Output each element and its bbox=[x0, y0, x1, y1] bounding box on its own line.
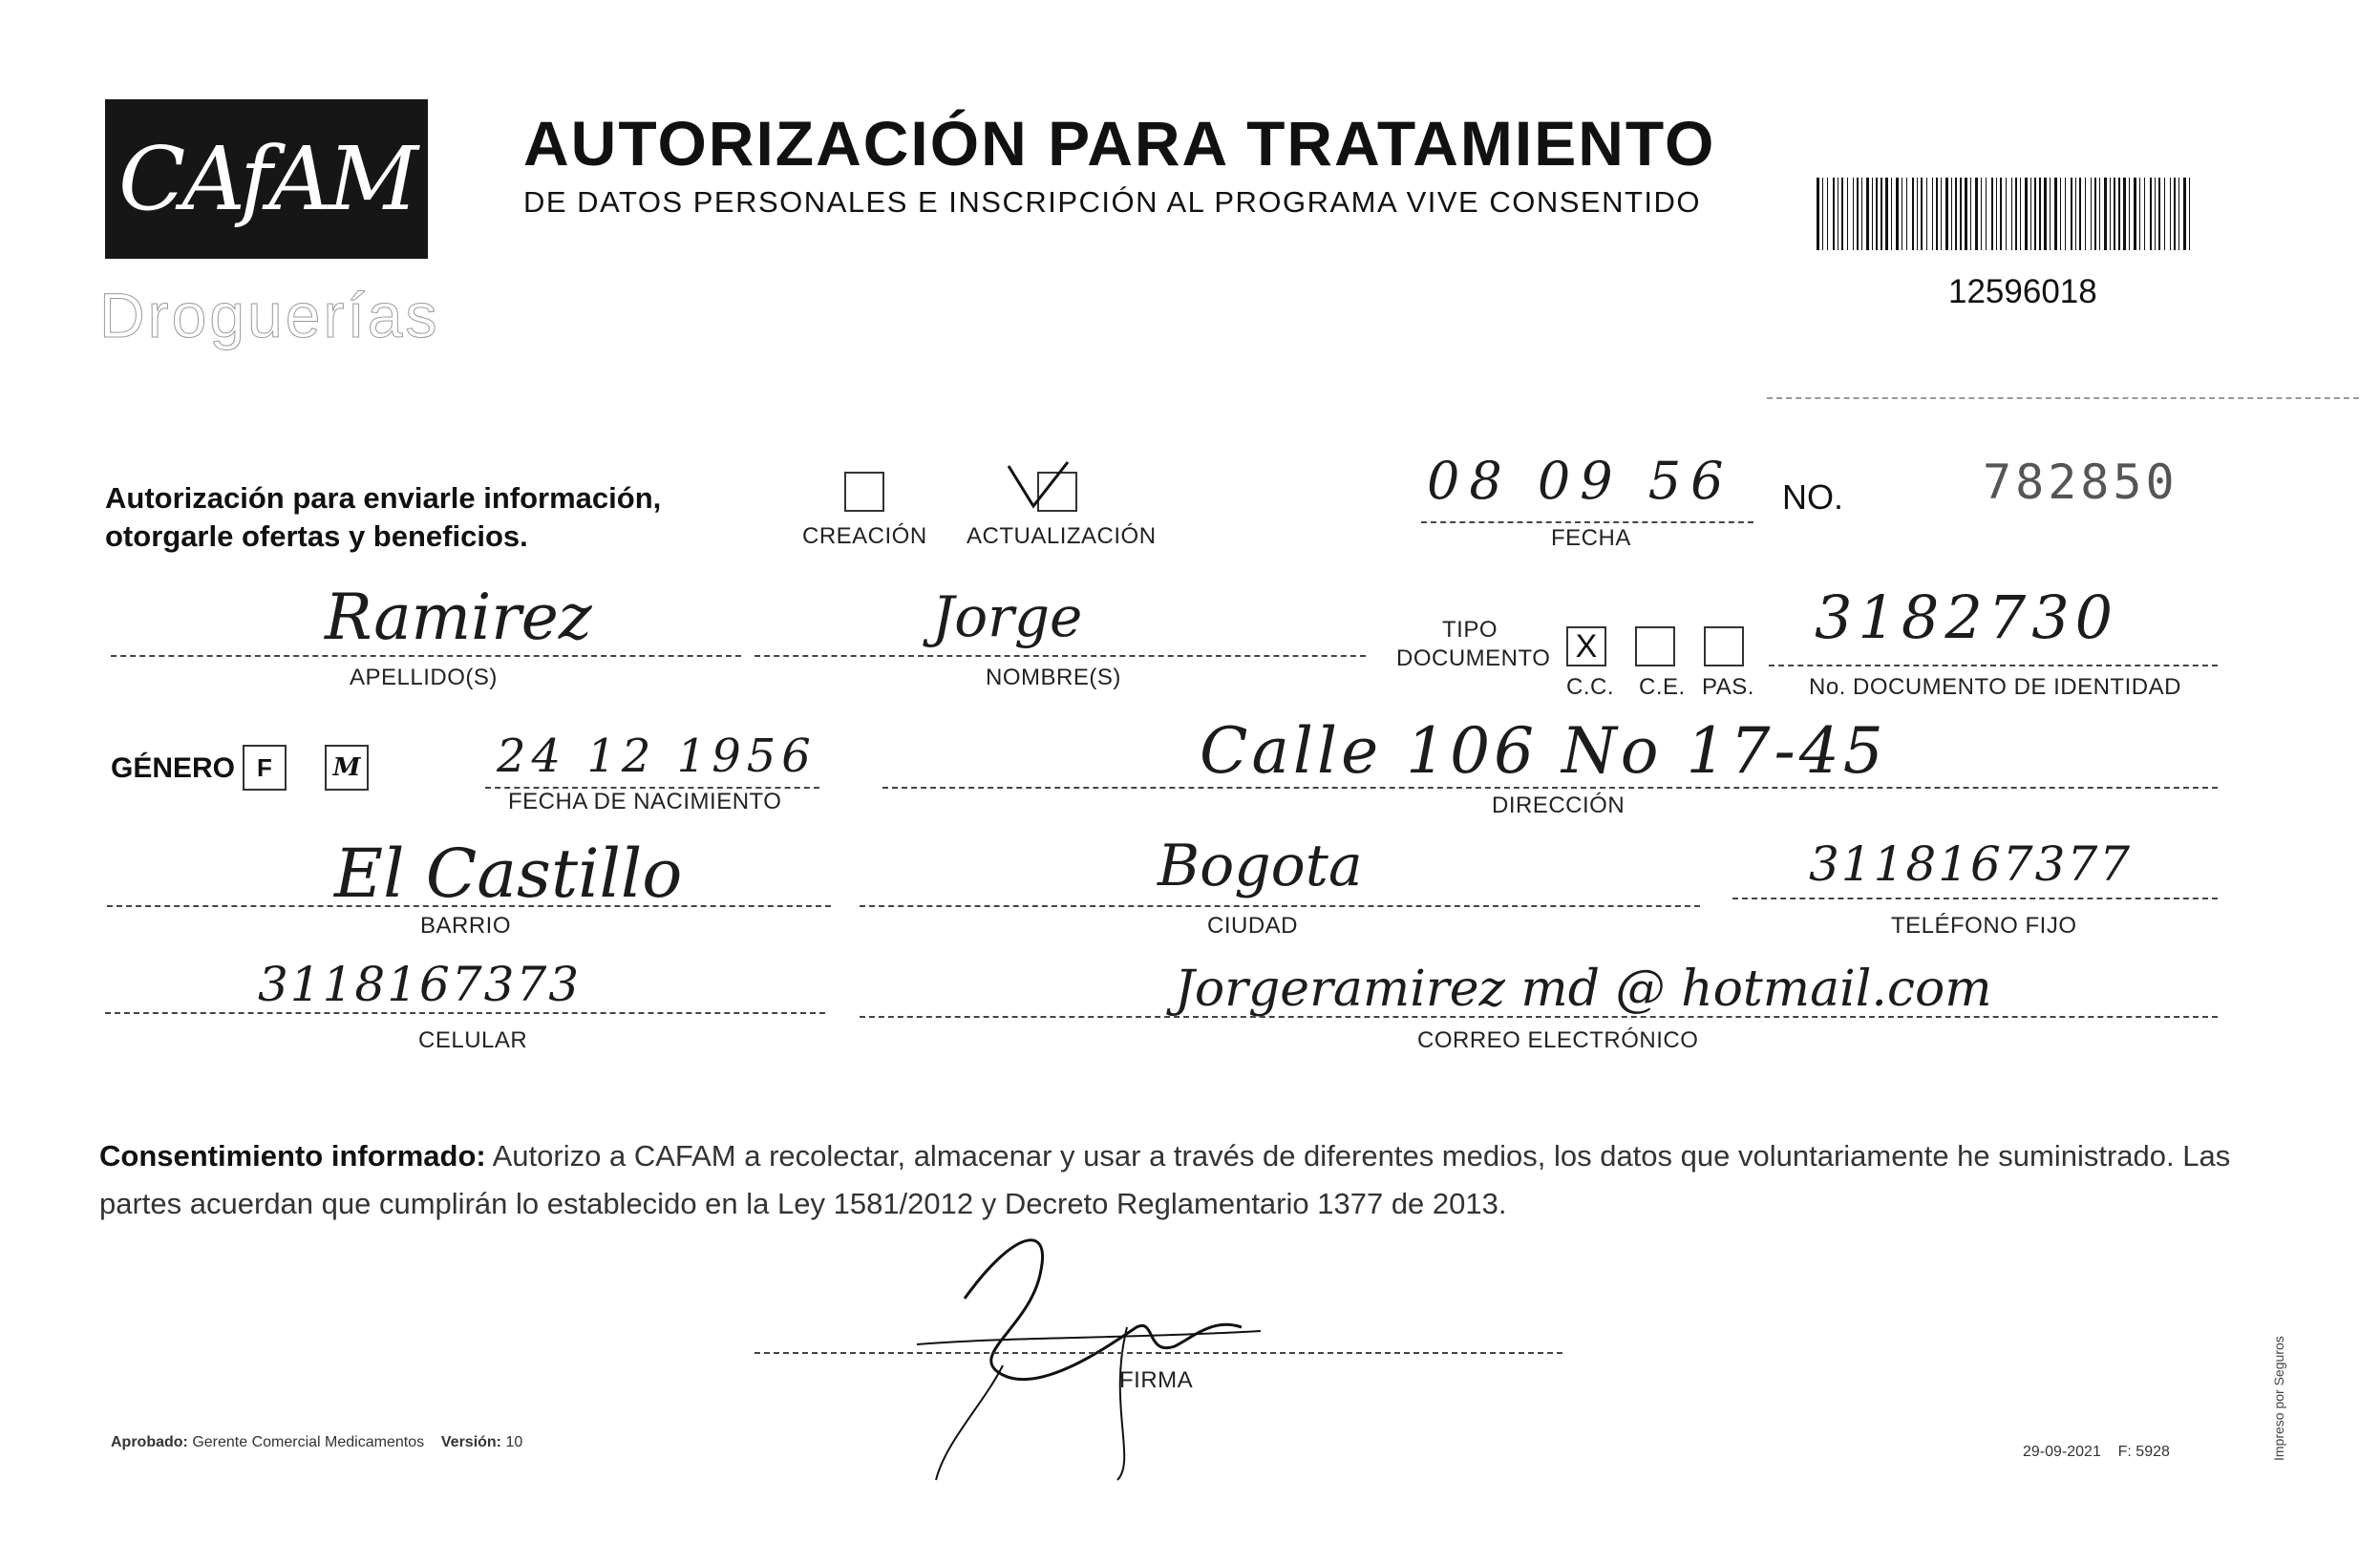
barcode-bar bbox=[1936, 178, 1938, 250]
barcode-number: 12596018 bbox=[1948, 273, 2097, 310]
barcode-bar bbox=[2123, 178, 2126, 250]
barcode-bar bbox=[1817, 178, 1819, 250]
barcode-bar bbox=[2025, 178, 2028, 250]
barcode-bar bbox=[1885, 178, 1888, 250]
fecha-nacimiento-value: 24 12 1956 bbox=[497, 729, 817, 783]
barcode-bar bbox=[2075, 178, 2076, 250]
barcode-bar bbox=[2094, 178, 2096, 250]
form-code: F: 5928 bbox=[2117, 1444, 2170, 1460]
barcode-bar bbox=[1847, 178, 1848, 250]
barcode-bar bbox=[1896, 178, 1899, 250]
barcode-bar bbox=[1853, 178, 1854, 250]
barcode-bar bbox=[1960, 178, 1962, 250]
barcode-bar bbox=[1932, 178, 1933, 250]
barcode-bar bbox=[2030, 178, 2031, 250]
barcode-bar bbox=[2150, 178, 2152, 250]
barcode-bar bbox=[2129, 178, 2130, 250]
droguerias-logo-text: Droguerías bbox=[99, 280, 440, 350]
actualizacion-label: ACTUALIZACIÓN bbox=[967, 523, 1157, 549]
check-mark-icon bbox=[1005, 460, 1072, 518]
barcode-bar bbox=[2183, 178, 2186, 250]
nombres-line bbox=[754, 655, 1366, 657]
barcode-bar bbox=[2065, 178, 2066, 250]
barcode-bar bbox=[2060, 178, 2061, 250]
barcode-bar bbox=[2099, 178, 2100, 250]
barcode-bar bbox=[1866, 178, 1869, 250]
barcode-bar bbox=[2085, 178, 2086, 250]
telefono-line bbox=[1732, 898, 2218, 899]
barcode-bar bbox=[2139, 178, 2140, 250]
fecha-value: 08 09 56 bbox=[1427, 451, 1733, 511]
barcode-bar bbox=[1991, 178, 1993, 250]
barcode-bar bbox=[1921, 178, 1923, 250]
barcode-bar bbox=[1917, 178, 1918, 250]
pas-checkbox[interactable] bbox=[1704, 626, 1744, 666]
barcode-bar bbox=[2158, 178, 2160, 250]
apellidos-line bbox=[111, 655, 741, 657]
document-subtitle: DE DATOS PERSONALES E INSCRIPCIÓN AL PROGRAMA VIVE CONSENTIDO bbox=[523, 185, 1702, 219]
barcode-bar bbox=[2015, 178, 2017, 250]
barcode-bar bbox=[2104, 178, 2107, 250]
barcode-bar bbox=[1881, 178, 1882, 250]
barcode-bar bbox=[1906, 178, 1907, 250]
numero-value: 782850 bbox=[1983, 454, 2178, 510]
pas-label: PAS. bbox=[1702, 674, 1754, 700]
correo-label: CORREO ELECTRÓNICO bbox=[1417, 1027, 1699, 1053]
barcode-bar bbox=[2144, 178, 2145, 250]
documento-label: No. DOCUMENTO DE IDENTIDAD bbox=[1809, 674, 2181, 700]
fecha-label: FECHA bbox=[1551, 525, 1631, 551]
barcode-bar bbox=[1955, 178, 1957, 250]
barcode-bar bbox=[1827, 178, 1828, 250]
signature-image bbox=[898, 1213, 1299, 1490]
ciudad-line bbox=[860, 905, 1700, 907]
firma-label: FIRMA bbox=[1119, 1367, 1194, 1393]
documento-value: 3182730 bbox=[1815, 582, 2119, 652]
barcode-bar bbox=[1981, 178, 1982, 250]
barcode-bar bbox=[2054, 178, 2057, 250]
barcode-bar bbox=[1857, 178, 1859, 250]
genero-label: GÉNERO bbox=[111, 752, 236, 784]
footer-approval bbox=[111, 1434, 522, 1451]
barcode-bar bbox=[2020, 178, 2021, 250]
barcode-bar bbox=[1891, 178, 1892, 250]
barcode-bar bbox=[1996, 178, 1997, 250]
barcode-bar bbox=[2050, 178, 2051, 250]
barcode-bar bbox=[2044, 178, 2047, 250]
tipo-label-2: DOCUMENTO bbox=[1396, 645, 1551, 671]
barcode-bar bbox=[2091, 178, 2092, 250]
documento-line bbox=[1769, 665, 2218, 666]
barcode-bar bbox=[2134, 178, 2136, 250]
fecha-line bbox=[1421, 521, 1753, 523]
barcode-bar bbox=[1975, 178, 1978, 250]
actualizacion-checkbox[interactable] bbox=[1037, 472, 1077, 512]
barcode-bar bbox=[1941, 178, 1942, 250]
barcode-bar bbox=[1822, 178, 1823, 250]
correo-line bbox=[860, 1016, 2218, 1018]
barcode-bar bbox=[1912, 178, 1914, 250]
date-code: 29-09-2021 bbox=[2023, 1444, 2101, 1460]
intro-text bbox=[105, 479, 661, 556]
celular-label: CELULAR bbox=[418, 1027, 528, 1053]
barcode-bar bbox=[1951, 178, 1952, 250]
barcode-bar bbox=[1965, 178, 1967, 250]
direccion-value: Calle 106 No 17-45 bbox=[1200, 714, 1887, 788]
cc-checkbox[interactable]: X bbox=[1566, 626, 1606, 666]
barcode-bar bbox=[1945, 178, 1948, 250]
barrio-line bbox=[107, 905, 831, 907]
version-label: Versión: bbox=[440, 1434, 502, 1450]
aprobado-value: Gerente Comercial Medicamentos bbox=[192, 1434, 425, 1450]
creacion-label: CREACIÓN bbox=[802, 523, 927, 549]
nombres-value: Jorge bbox=[932, 584, 1083, 649]
barcode-bar bbox=[2178, 178, 2179, 250]
version-value: 10 bbox=[505, 1434, 523, 1450]
barcode-bar bbox=[2155, 178, 2156, 250]
barcode-bar bbox=[1872, 178, 1873, 250]
cc-label: C.C. bbox=[1566, 674, 1614, 700]
barcode-bar bbox=[1926, 178, 1927, 250]
celular-value: 3118167373 bbox=[258, 957, 582, 1012]
apellidos-value: Ramirez bbox=[325, 581, 592, 654]
creacion-checkbox[interactable] bbox=[844, 472, 884, 512]
aprobado-label: Aprobado: bbox=[111, 1434, 188, 1450]
direccion-line bbox=[882, 787, 2218, 789]
genero-f-checkbox[interactable]: F bbox=[243, 745, 287, 791]
apellidos-label: APELLIDO(S) bbox=[350, 665, 498, 690]
nombres-label: NOMBRE(S) bbox=[986, 665, 1121, 690]
barrio-label: BARRIO bbox=[420, 913, 512, 939]
cafam-logo: CAfAM bbox=[118, 128, 414, 230]
direccion-label: DIRECCIÓN bbox=[1492, 793, 1626, 818]
barcode-bar bbox=[1876, 178, 1878, 250]
tipo-label-1: TIPO bbox=[1442, 617, 1498, 643]
telefono-label: TELÉFONO FIJO bbox=[1891, 913, 2077, 939]
barcode-bar bbox=[2034, 178, 2036, 250]
side-print-text: Impreso por Seguros bbox=[2271, 1336, 2286, 1461]
barcode-bar bbox=[1986, 178, 1987, 250]
barcode-bar bbox=[2114, 178, 2115, 250]
barcode-bar bbox=[1841, 178, 1843, 250]
barcode-bar bbox=[2189, 178, 2190, 250]
intro-line-2: otorgarle ofertas y beneficios. bbox=[105, 519, 528, 553]
correo-value: Jorgeramirez md @ hotmail.com bbox=[1175, 961, 1992, 1018]
telefono-value: 3118167377 bbox=[1809, 836, 2133, 892]
barcode-bar bbox=[2118, 178, 2120, 250]
barcode-bar bbox=[1833, 178, 1835, 250]
ce-label: C.E. bbox=[1639, 674, 1686, 700]
firma-line bbox=[754, 1352, 1562, 1354]
celular-line bbox=[105, 1012, 825, 1014]
ce-checkbox[interactable] bbox=[1635, 626, 1675, 666]
fecha-nacimiento-label: FECHA DE NACIMIENTO bbox=[508, 789, 782, 814]
barcode-bar bbox=[2000, 178, 2002, 250]
barcode-bar bbox=[2170, 178, 2171, 250]
barcode-bar bbox=[2174, 178, 2176, 250]
footer-codes bbox=[2023, 1444, 2170, 1461]
intro-line-1: Autorización para enviarle información, bbox=[105, 481, 662, 515]
numero-label: NO. bbox=[1782, 477, 1844, 517]
cut-line bbox=[1767, 397, 2359, 399]
barcode-bar bbox=[1970, 178, 1971, 250]
consent-text: Autorizo a CAFAM a recolectar, almacenar y usar a través de diferentes medios, los datos que voluntariamente he suministrado. Las partes acuerdan que cumplirán lo establecido en la Ley 1581/2012 y Decreto Reglamentario 1377 de 2013. bbox=[99, 1139, 2231, 1220]
barcode-bar bbox=[2071, 178, 2072, 250]
ciudad-label: CIUDAD bbox=[1207, 913, 1299, 939]
barcode-bar bbox=[2079, 178, 2081, 250]
document-title: AUTORIZACIÓN PARA TRATAMIENTO bbox=[523, 108, 1716, 179]
barcode-bar bbox=[2039, 178, 2041, 250]
barrio-value: El Castillo bbox=[334, 835, 683, 913]
genero-m-checkbox[interactable]: M bbox=[325, 745, 369, 791]
barcode-bar bbox=[2164, 178, 2165, 250]
ciudad-value: Bogota bbox=[1158, 833, 1363, 899]
consent-heading: Consentimiento informado: bbox=[99, 1139, 486, 1173]
barcode-bar bbox=[2006, 178, 2007, 250]
barcode-bar bbox=[2011, 178, 2012, 250]
barcode-bar bbox=[2110, 178, 2111, 250]
barcode bbox=[1815, 178, 2197, 250]
barcode-bar bbox=[1861, 178, 1862, 250]
